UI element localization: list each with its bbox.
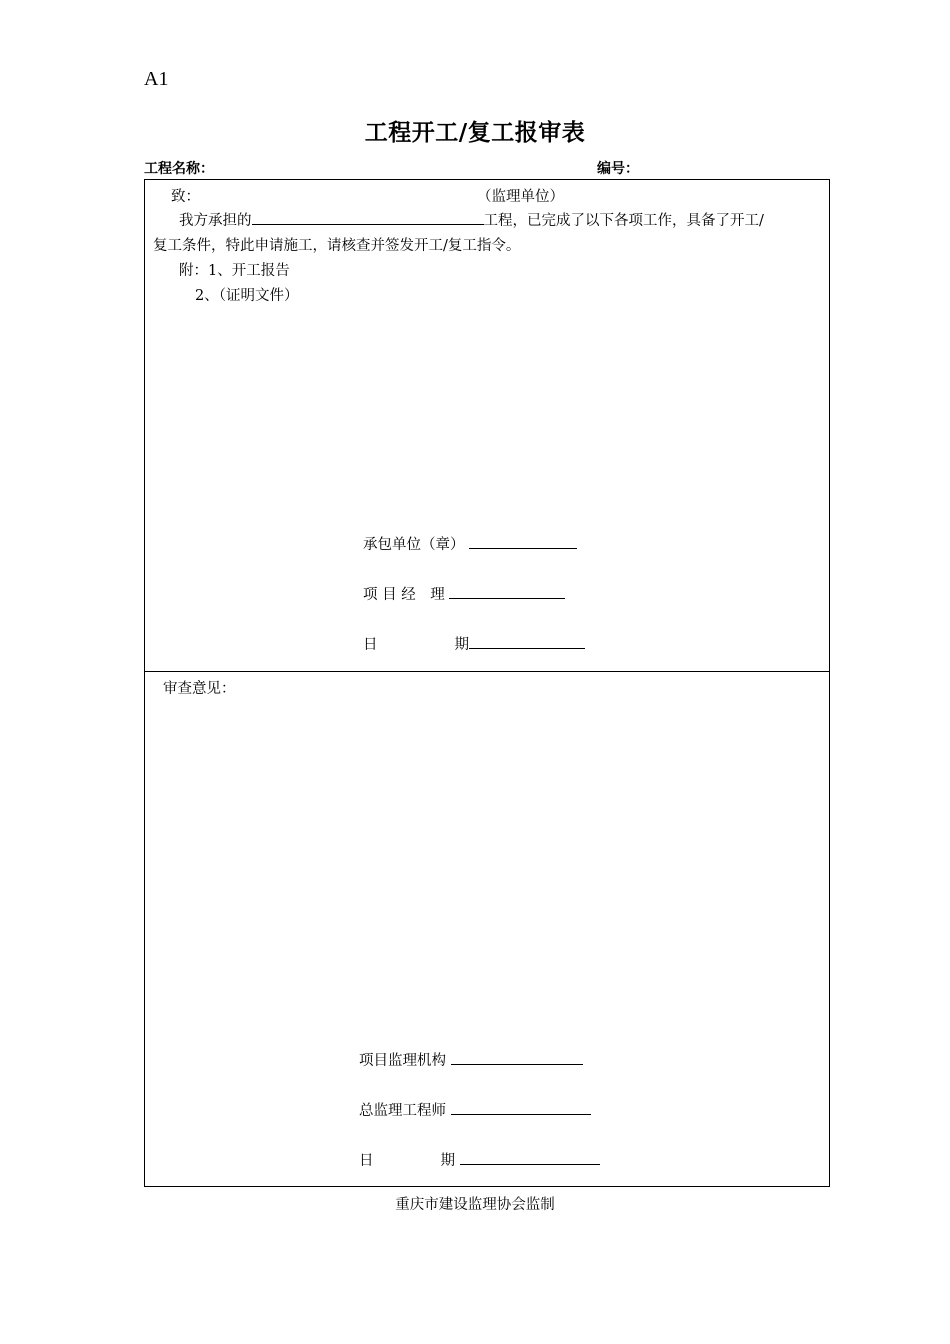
number-label: 编号： — [597, 161, 639, 177]
date-label-b: 期 — [454, 637, 469, 653]
supervisor-unit-label: （监理单位） — [477, 189, 564, 205]
project-manager-row — [363, 583, 565, 604]
supervision-org-blank[interactable] — [451, 1050, 583, 1065]
date-label-a: 日 — [359, 1153, 374, 1169]
supervision-org-row — [359, 1049, 583, 1070]
line1-suffix: 工程，已完成了以下各项工作，具备了开工/ — [483, 213, 764, 229]
date-row-1 — [363, 633, 585, 654]
chief-engineer-row — [359, 1099, 591, 1120]
project-manager-label: 项 目 经 理 — [363, 587, 445, 603]
attachment-2: 2、（证明文件） — [195, 288, 299, 304]
date-blank-1[interactable] — [469, 634, 585, 649]
project-blank[interactable] — [252, 210, 484, 225]
attachment-1: 附：1、开工报告 — [179, 263, 290, 279]
footer-issuer: 重庆市建设监理协会监制 — [395, 1197, 555, 1213]
date-label-a: 日 — [363, 637, 378, 653]
opinion-label: 审查意见： — [163, 681, 236, 697]
chief-engineer-label: 总监理工程师 — [359, 1103, 446, 1119]
contractor-row — [363, 533, 577, 554]
to-label: 致： — [171, 189, 200, 205]
project-name-label: 工程名称： — [144, 161, 214, 177]
date-row-2 — [359, 1149, 600, 1170]
supervision-org-label: 项目监理机构 — [359, 1053, 446, 1069]
chief-engineer-blank[interactable] — [451, 1100, 591, 1115]
review-section — [144, 670, 830, 1187]
date-blank-2[interactable] — [460, 1150, 600, 1165]
application-line-2: 复工条件，特此申请施工，请核查并签发开工/复工指令。 — [153, 238, 521, 254]
form-title: 工程开工/复工报审表 — [364, 120, 586, 146]
application-section — [144, 179, 830, 672]
date-label-b: 期 — [440, 1153, 455, 1169]
contractor-blank[interactable] — [469, 534, 577, 549]
contractor-label: 承包单位（章） — [363, 537, 465, 553]
form-code: A1 — [144, 68, 169, 90]
application-line-1 — [179, 209, 764, 230]
project-manager-blank[interactable] — [449, 584, 565, 599]
line1-prefix: 我方承担的 — [179, 213, 252, 229]
